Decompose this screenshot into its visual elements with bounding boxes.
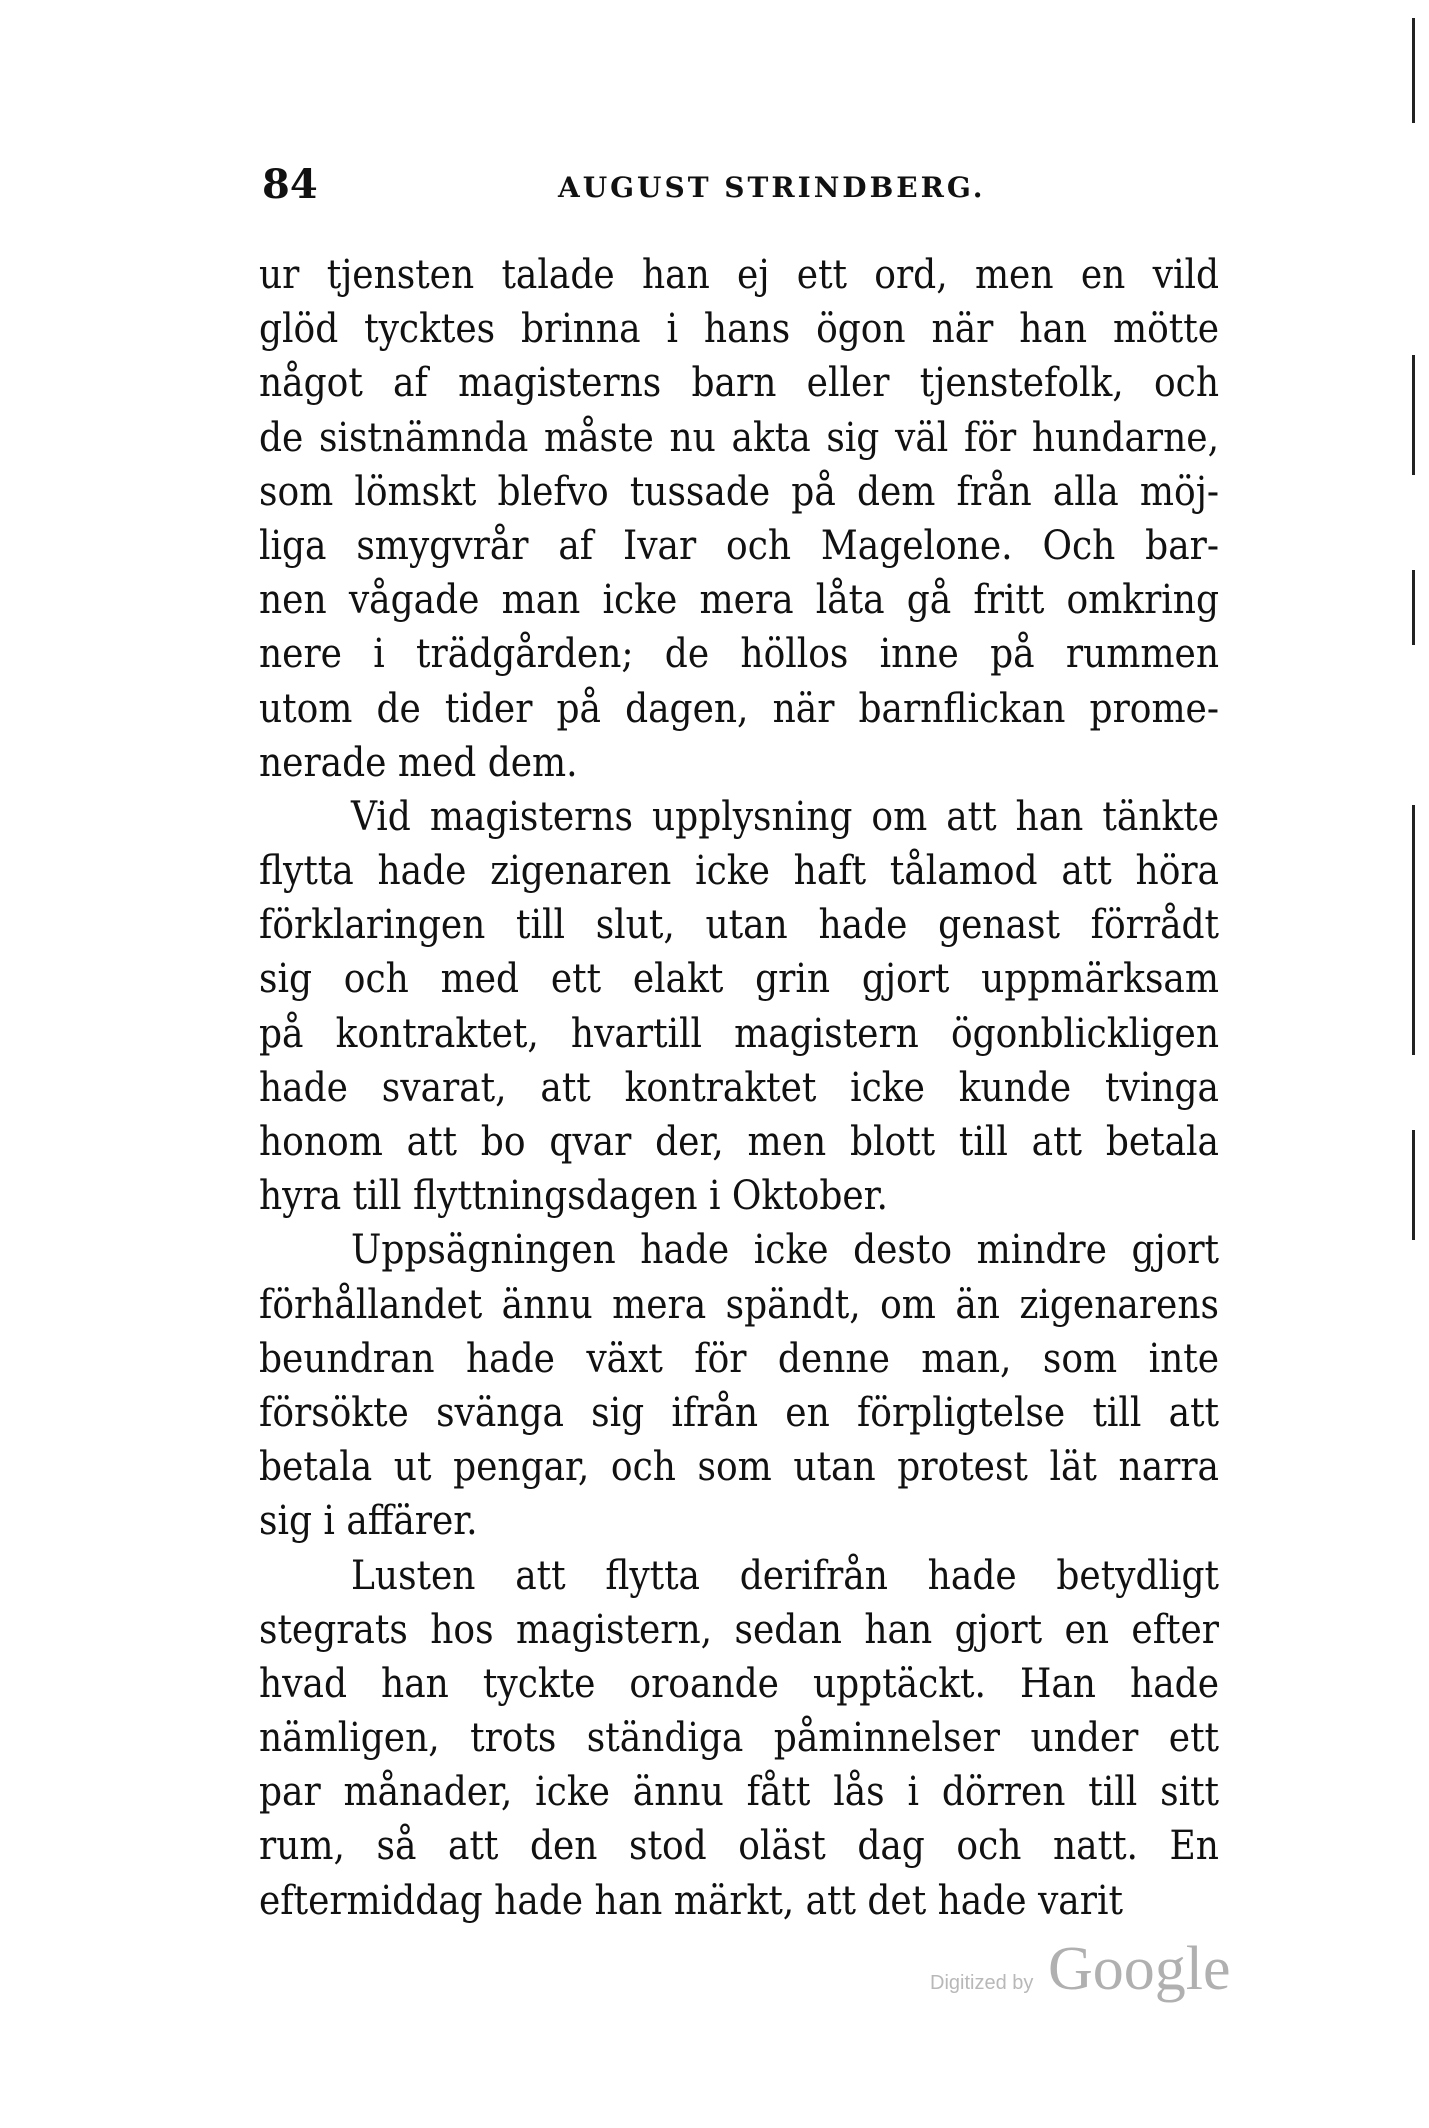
text-line: nen vågade man icke mera låta gå fritt omkring: [259, 577, 1219, 624]
text-line: Lusten att flytta derifrån hade betydligt: [351, 1552, 1219, 1599]
body-text: [259, 248, 1219, 1928]
text-line: hade svarat, att kontraktet icke kunde tvinga: [259, 1064, 1219, 1111]
text-line: som lömskt blefvo tussade på dem från alla möj-: [259, 468, 1219, 515]
scan-edge-mark: [1412, 570, 1415, 645]
watermark-brand-logo: Google: [1048, 1935, 1231, 2003]
text-line: hvad han tyckte oroande upptäckt. Han hade: [259, 1660, 1219, 1707]
text-line: hyra till flyttningsdagen i Oktober.: [259, 1173, 888, 1220]
paragraph: [259, 248, 1219, 790]
scan-edge-mark: [1412, 805, 1415, 1055]
paragraph: [259, 790, 1219, 1224]
text-line: rum, så att den stod oläst dag och natt. En: [259, 1823, 1219, 1870]
text-line: honom att bo qvar der, men blott till att betala: [259, 1119, 1219, 1165]
watermark-prefix: Digitized by: [930, 1972, 1034, 1994]
text-line: på kontraktet, hvartill magistern ögonblickligen: [259, 1010, 1219, 1057]
digitized-watermark: [930, 1930, 1230, 2010]
text-line: sig och med ett elakt grin gjort uppmärksam: [259, 956, 1219, 1003]
text-line: liga smygvrår af Ivar och Magelone. Och bar-: [259, 522, 1219, 569]
text-line: eftermiddag hade han märkt, att det hade varit: [259, 1877, 1123, 1924]
text-line: betala ut pengar, och som utan protest lät narra: [259, 1444, 1219, 1491]
text-line: ur tjensten talade han ej ett ord, men en vild: [259, 252, 1219, 298]
running-head: [262, 160, 1222, 210]
text-line: glöd tycktes brinna i hans ögon när han mötte: [259, 306, 1219, 353]
text-line: Vid magisterns upplysning om att han tänkte: [351, 793, 1219, 840]
text-line: nere i trädgården; de höllos inne på rummen: [259, 631, 1219, 678]
text-line: flytta hade zigenaren icke haft tålamod att höra: [259, 848, 1219, 895]
text-line: något af magisterns barn eller tjenstefolk, och: [259, 360, 1219, 407]
text-line: förklaringen till slut, utan hade genast förrådt: [259, 902, 1219, 949]
text-line: nämligen, trots ständiga påminnelser under ett: [259, 1715, 1219, 1762]
paragraph: [259, 1549, 1219, 1928]
scan-edge-mark: [1412, 355, 1415, 475]
text-line: stegrats hos magistern, sedan han gjort en efter: [259, 1606, 1219, 1653]
scan-edge-mark: [1412, 18, 1415, 123]
text-line: beundran hade växt för denne man, som inte: [259, 1335, 1219, 1382]
text-line: utom de tider på dagen, när barnflickan prome-: [259, 685, 1219, 732]
scan-edge-mark: [1412, 1130, 1415, 1240]
text-line: par månader, icke ännu fått lås i dörren till sitt: [259, 1769, 1219, 1816]
text-line: sig i affärer.: [259, 1498, 478, 1545]
text-line: förhållandet ännu mera spändt, om än zigenarens: [259, 1281, 1219, 1328]
text-line: de sistnämnda måste nu akta sig väl för hundarne,: [259, 414, 1219, 461]
page-number: 84: [262, 161, 318, 208]
text-line: nerade med dem.: [259, 739, 578, 786]
text-line: försökte svänga sig ifrån en förpligtelse till att: [259, 1389, 1219, 1436]
text-line: Uppsägningen hade icke desto mindre gjort: [351, 1227, 1219, 1274]
paragraph: [259, 1223, 1219, 1548]
running-title: AUGUST STRINDBERG.: [558, 171, 986, 204]
